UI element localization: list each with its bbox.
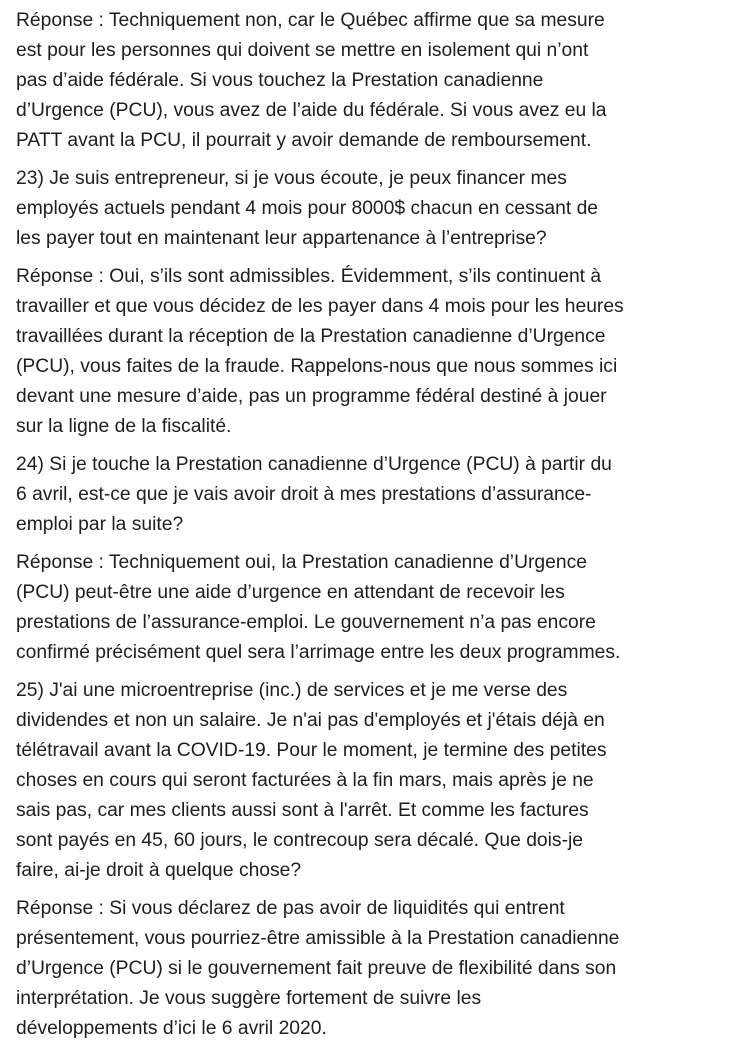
text-line: 23) Je suis entrepreneur, si je vous écoute, je peux financer mes [16,168,567,189]
text-line: télétravail avant la COVID-19. Pour le moment, je termine des petites [16,740,607,761]
answer-paragraph [16,6,746,156]
text-line: 25) J'ai une microentreprise (inc.) de services et je me verse des [16,680,568,701]
text-line: est pour les personnes qui doivent se mettre en isolement qui n’ont [16,40,589,61]
answer-paragraph [16,262,746,442]
text-line: PATT avant la PCU, il pourrait y avoir demande de remboursement. [16,130,592,151]
text-line: Réponse : Oui, s’ils sont admissibles. Évidemment, s’ils continuent à [16,266,602,287]
text-line: devant une mesure d’aide, pas un programme fédéral destiné à jouer [16,386,607,407]
text-line: emploi par la suite? [16,514,184,535]
text-line: sais pas, car mes clients aussi sont à l'arrêt. Et comme les factures [16,800,589,821]
text-line: sur la ligne de la fiscalité. [16,416,232,437]
text-line: les payer tout en maintenant leur appartenance à l’entreprise? [16,228,547,249]
text-line: confirmé précisément quel sera l’arrimage entre les deux programmes. [16,642,621,663]
question-paragraph-24 [16,450,746,540]
answer-paragraph [16,894,746,1044]
text-line: prestations de l’assurance-emploi. Le gouvernement n’a pas encore [16,612,596,633]
text-line: employés actuels pendant 4 mois pour 8000$ chacun en cessant de [16,198,599,219]
text-line: dividendes et non un salaire. Je n'ai pas d'employés et j'étais déjà en [16,710,605,731]
text-line: pas d’aide fédérale. Si vous touchez la Prestation canadienne [16,70,544,91]
text-line: d’Urgence (PCU) si le gouvernement fait preuve de flexibilité dans son [16,958,617,979]
answer-paragraph [16,548,746,668]
text-line: sont payés en 45, 60 jours, le contrecoup sera décalé. Que dois-je [16,830,583,851]
text-line: Réponse : Si vous déclarez de pas avoir de liquidités qui entrent [16,898,565,919]
text-line: Réponse : Techniquement non, car le Québec affirme que sa mesure [16,10,605,31]
text-line: (PCU) peut-être une aide d’urgence en attendant de recevoir les [16,582,565,603]
text-line: 24) Si je touche la Prestation canadienne d’Urgence (PCU) à partir du [16,454,612,475]
text-line: interprétation. Je vous suggère fortement de suivre les [16,988,482,1009]
text-line: présentement, vous pourriez-être amissible à la Prestation canadienne [16,928,620,949]
text-line: choses en cours qui seront facturées à la fin mars, mais après je ne [16,770,594,791]
text-line: (PCU), vous faites de la fraude. Rappelons-nous que nous sommes ici [16,356,618,377]
question-paragraph-23 [16,164,746,254]
text-line: travailler et que vous décidez de les payer dans 4 mois pour les heures [16,296,624,317]
post-body [16,6,746,1052]
text-line: d’Urgence (PCU), vous avez de l’aide du fédérale. Si vous avez eu la [16,100,607,121]
text-line: faire, ai-je droit à quelque chose? [16,860,302,881]
text-line: 6 avril, est-ce que je vais avoir droit à mes prestations d’assurance- [16,484,592,505]
text-line: Réponse : Techniquement oui, la Prestation canadienne d’Urgence [16,552,587,573]
text-line: développements d’ici le 6 avril 2020. [16,1018,327,1039]
text-line: travaillées durant la réception de la Prestation canadienne d’Urgence [16,326,606,347]
question-paragraph-25 [16,676,746,886]
